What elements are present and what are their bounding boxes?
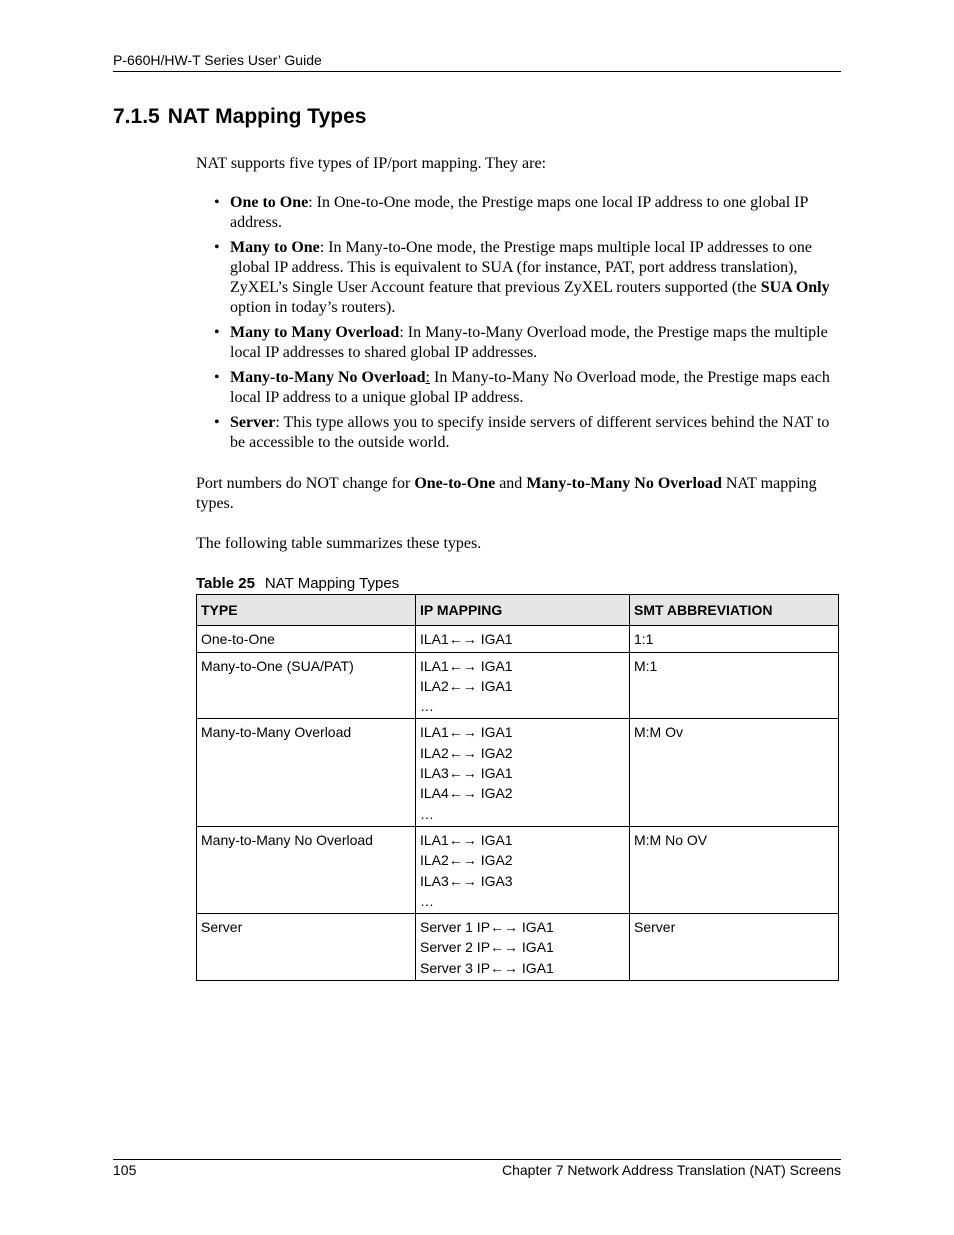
desc-many-to-many-overload: : In Many-to-Many Overload mode, the Prestige maps the multiple local IP addresses to shared global IP addresses. xyxy=(230,324,828,361)
mapping-line: ILA1←→ IGA1 xyxy=(420,657,513,674)
table-row xyxy=(197,826,839,913)
table-row xyxy=(197,914,839,981)
term-many-to-many-overload: Many to Many Overload xyxy=(230,324,400,341)
mapping-line: ILA3←→ IGA3 xyxy=(420,872,513,889)
desc-many-to-many-no-overload: In Many-to-Many No Overload mode, the Prestige maps each local IP address to a unique global IP address. xyxy=(230,369,830,406)
column-header-ip-mapping: IP MAPPING xyxy=(416,595,630,626)
ports-paragraph xyxy=(196,474,841,514)
running-header: P-660H/HW-T Series User’ Guide xyxy=(113,52,322,68)
cell-abbreviation: 1:1 xyxy=(630,626,839,652)
table-row xyxy=(197,719,839,826)
header-rule xyxy=(113,71,841,72)
mapping-line: ILA2←→ IGA2 xyxy=(420,744,513,761)
table-caption-title: NAT Mapping Types xyxy=(264,575,400,592)
ports-text-1: Port numbers do NOT change for xyxy=(196,475,415,492)
column-header-type: TYPE xyxy=(197,595,416,626)
mapping-line: … xyxy=(420,698,434,715)
table-caption xyxy=(196,574,841,594)
list-item-many-to-many-no-overload xyxy=(196,368,841,408)
list-item-server xyxy=(196,413,841,453)
table-header-row xyxy=(197,595,839,626)
cell-abbreviation: M:M No OV xyxy=(630,826,839,913)
intro-paragraph: NAT supports five types of IP/port mapping. They are: xyxy=(196,155,547,172)
mapping-line: ILA1←→ IGA1 xyxy=(420,631,513,648)
cell-type: Many-to-Many No Overload xyxy=(197,826,416,913)
term-sua-only: SUA Only xyxy=(760,279,830,296)
mapping-line: ILA2←→ IGA2 xyxy=(420,852,513,869)
mapping-line: … xyxy=(420,805,434,822)
list-item-many-to-one xyxy=(196,238,841,318)
ports-term-2: Many-to-Many No Overload xyxy=(526,475,722,492)
desc-many-to-one: : In Many-to-One mode, the Prestige maps multiple local IP addresses to one global IP address. This is equivalent to SUA (for instance, PAT, port address translation), ZyXEL’s Single User Account feature that previous ZyXEL routers supported (the xyxy=(230,239,812,296)
ports-term-1: One-to-One xyxy=(414,475,496,492)
term-server: Server xyxy=(230,414,276,431)
desc-one-to-one: : In One-to-One mode, the Prestige maps one local IP address to one global IP address. xyxy=(230,194,808,231)
mapping-line: Server 1 IP←→ IGA1 xyxy=(420,919,554,936)
section-number: 7.1.5 xyxy=(113,105,160,128)
cell-type: Server xyxy=(197,914,416,981)
cell-mapping xyxy=(416,652,630,719)
mapping-line: ILA1←→ IGA1 xyxy=(420,724,513,741)
cell-abbreviation: M:M Ov xyxy=(630,719,839,826)
section-title: NAT Mapping Types xyxy=(167,105,367,128)
body-text xyxy=(196,154,841,981)
term-many-to-one: Many to One xyxy=(230,239,320,256)
mapping-line: Server 2 IP←→ IGA1 xyxy=(420,939,554,956)
column-header-smt-abbreviation: SMT ABBREVIATION xyxy=(630,595,839,626)
cell-mapping xyxy=(416,914,630,981)
mapping-line: ILA3←→ IGA1 xyxy=(420,765,513,782)
cell-type: One-to-One xyxy=(197,626,416,652)
mapping-type-list xyxy=(196,193,841,453)
ports-text-3: NAT mapping types. xyxy=(196,475,817,512)
cell-type: Many-to-One (SUA/PAT) xyxy=(197,652,416,719)
summary-paragraph: The following table summarizes these types. xyxy=(196,535,482,552)
cell-mapping xyxy=(416,626,630,652)
table-row xyxy=(197,652,839,719)
footer-rule xyxy=(113,1159,841,1160)
term-one-to-one: One to One xyxy=(230,194,309,211)
table-caption-label: Table 25 xyxy=(196,575,255,592)
desc-server: : This type allows you to specify inside servers of different services behind the NAT to be accessible to the outside world. xyxy=(230,414,830,451)
list-item-one-to-one xyxy=(196,193,841,233)
mapping-line: ILA1←→ IGA1 xyxy=(420,831,513,848)
table-row xyxy=(197,626,839,652)
mapping-line: ILA4←→ IGA2 xyxy=(420,785,513,802)
ports-text-2: and xyxy=(495,475,527,492)
section-heading xyxy=(113,105,366,129)
cell-abbreviation: Server xyxy=(630,914,839,981)
mapping-line: Server 3 IP←→ IGA1 xyxy=(420,959,554,976)
mapping-line: ILA2←→ IGA1 xyxy=(420,677,513,694)
cell-abbreviation: M:1 xyxy=(630,652,839,719)
nat-mapping-table xyxy=(196,594,839,981)
cell-mapping xyxy=(416,826,630,913)
cell-mapping xyxy=(416,719,630,826)
mapping-line: … xyxy=(420,892,434,909)
desc-many-to-one-end: option in today’s routers). xyxy=(230,299,396,316)
list-item-many-to-many-overload xyxy=(196,323,841,363)
cell-type: Many-to-Many Overload xyxy=(197,719,416,826)
term-colon: : xyxy=(425,369,430,386)
chapter-footer: Chapter 7 Network Address Translation (NAT) Screens xyxy=(502,1162,841,1178)
page-number: 105 xyxy=(113,1162,137,1178)
term-many-to-many-no-overload: Many-to-Many No Overload xyxy=(230,369,426,386)
